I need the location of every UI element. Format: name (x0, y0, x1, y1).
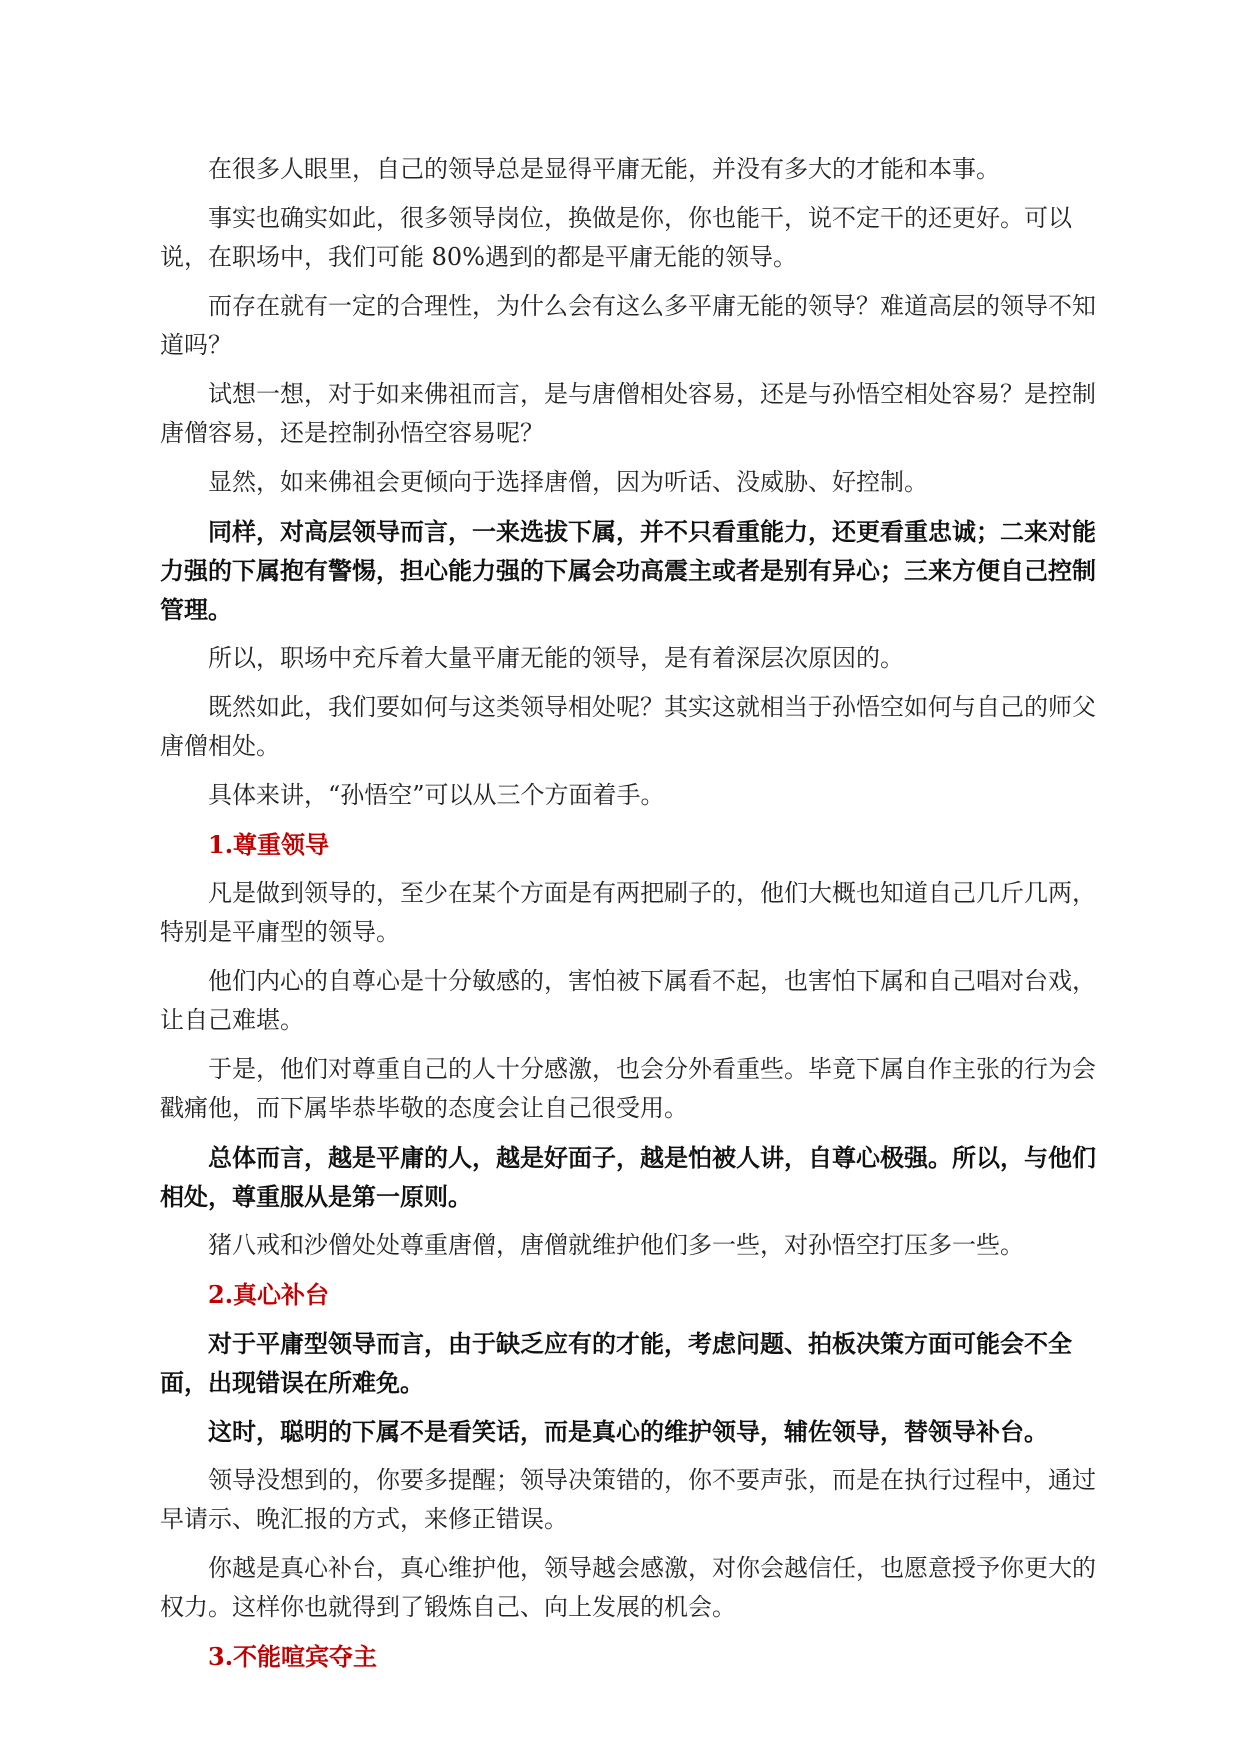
article-body (160, 150, 1100, 1686)
section-heading: 3.不能喧宾夺主 (208, 1642, 378, 1671)
paragraph: 凡是做到领导的，至少在某个方面是有两把刷子的，他们大概也知道自己几斤几两，特别是平庸型的领导。 (160, 879, 1096, 946)
bold-paragraph: 对于平庸型领导而言，由于缺乏应有的才能，考虑问题、拍板决策方面可能会不全面，出现错误在所难免。 (160, 1329, 1072, 1397)
section-heading: 2.真心补台 (208, 1280, 330, 1309)
paragraph: 显然，如来佛祖会更倾向于选择唐僧，因为听话、没威胁、好控制。 (208, 468, 928, 496)
paragraph: 于是，他们对尊重自己的人十分感激，也会分外看重些。毕竟下属自作主张的行为会戳痛他，而下属毕恭毕敬的态度会让自己很受用。 (160, 1055, 1096, 1122)
paragraph: 领导没想到的，你要多提醒；领导决策错的，你不要声张，而是在执行过程中，通过早请示、晚汇报的方式，来修正错误。 (160, 1466, 1096, 1533)
section-heading: 1.尊重领导 (208, 830, 330, 859)
paragraph: 试想一想，对于如来佛祖而言，是与唐僧相处容易，还是与孙悟空相处容易？是控制唐僧容易，还是控制孙悟空容易呢？ (160, 380, 1096, 447)
paragraph: 在很多人眼里，自己的领导总是显得平庸无能，并没有多大的才能和本事。 (208, 155, 1000, 183)
bold-paragraph: 同样，对高层领导而言，一来选拔下属，并不只看重能力，还更看重忠诚；二来对能力强的下属抱有警惕，担心能力强的下属会功高震主或者是别有异心；三来方便自己控制管理。 (160, 517, 1096, 624)
paragraph: 具体来讲，“孙悟空”可以从三个方面着手。 (208, 781, 665, 809)
bold-paragraph: 总体而言，越是平庸的人，越是好面子，越是怕被人讲，自尊心极强。所以，与他们相处，尊重服从是第一原则。 (160, 1143, 1096, 1211)
paragraph: 既然如此，我们要如何与这类领导相处呢？其实这就相当于孙悟空如何与自己的师父唐僧相处。 (160, 693, 1096, 760)
paragraph: 猪八戒和沙僧处处尊重唐僧，唐僧就维护他们多一些，对孙悟空打压多一些。 (208, 1231, 1024, 1259)
paragraph: 而存在就有一定的合理性，为什么会有这么多平庸无能的领导？难道高层的领导不知道吗？ (160, 292, 1096, 359)
bold-paragraph: 这时，聪明的下属不是看笑话，而是真心的维护领导，辅佐领导，替领导补台。 (208, 1417, 1048, 1446)
paragraph: 他们内心的自尊心是十分敏感的，害怕被下属看不起，也害怕下属和自己唱对台戏，让自己难堪。 (160, 967, 1096, 1034)
paragraph: 所以，职场中充斥着大量平庸无能的领导，是有着深层次原因的。 (208, 644, 904, 672)
paragraph: 你越是真心补台，真心维护他，领导越会感激，对你会越信任，也愿意授予你更大的权力。这样你也就得到了锻炼自己、向上发展的机会。 (160, 1554, 1096, 1621)
paragraph: 事实也确实如此，很多领导岗位，换做是你，你也能干，说不定干的还更好。可以说，在职场中，我们可能 80%遇到的都是平庸无能的领导。 (160, 204, 1072, 271)
